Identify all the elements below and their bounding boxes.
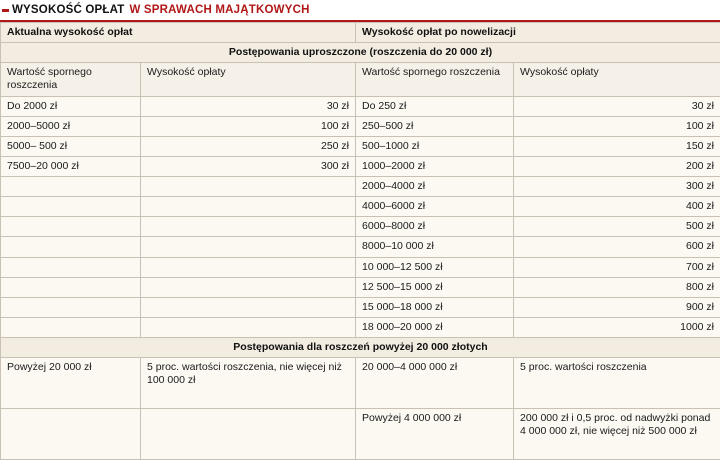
- cell-left-value: [1, 297, 141, 317]
- cell-right-value: 2000–4000 zł: [356, 177, 514, 197]
- cell-left-fee: [141, 257, 356, 277]
- cell-left-fee: [141, 217, 356, 237]
- colhdr-right-fee: Wysokość opłaty: [514, 63, 720, 96]
- cell-left-value: Do 2000 zł: [1, 96, 141, 116]
- table-row: [1, 96, 720, 116]
- cell-left-value: [1, 409, 141, 460]
- table-row: [1, 297, 720, 317]
- fees-table: [0, 22, 720, 460]
- table-row-top-headers: [1, 23, 720, 43]
- cell-left-value: [1, 257, 141, 277]
- cell-left-value: 7500–20 000 zł: [1, 156, 141, 176]
- cell-left-value: 2000–5000 zł: [1, 116, 141, 136]
- colhdr-right-value: Wartość spornego roszczenia: [356, 63, 514, 96]
- title-main-text: WYSOKOŚĆ OPŁAT: [12, 4, 124, 16]
- table-row-section-simplified: [1, 43, 720, 63]
- cell-right-fee: 150 zł: [514, 136, 720, 156]
- cell-left-fee: 250 zł: [141, 136, 356, 156]
- cell-right-value: 20 000–4 000 000 zł: [356, 358, 514, 409]
- cell-left-fee: [141, 409, 356, 460]
- table-row: [1, 358, 720, 409]
- table-row-section-large: [1, 338, 720, 358]
- table-row: [1, 197, 720, 217]
- cell-left-fee: 30 zł: [141, 96, 356, 116]
- cell-right-fee: 1000 zł: [514, 317, 720, 337]
- cell-left-value: [1, 217, 141, 237]
- cell-right-fee: 200 zł: [514, 156, 720, 176]
- cell-right-fee: 700 zł: [514, 257, 720, 277]
- cell-left-value: [1, 237, 141, 257]
- cell-right-value: 500–1000 zł: [356, 136, 514, 156]
- cell-right-value: 250–500 zł: [356, 116, 514, 136]
- cell-right-fee: 30 zł: [514, 96, 720, 116]
- cell-right-fee: 5 proc. wartości roszczenia: [514, 358, 720, 409]
- cell-left-fee: [141, 317, 356, 337]
- cell-right-value: 12 500–15 000 zł: [356, 277, 514, 297]
- cell-right-fee: 600 zł: [514, 237, 720, 257]
- cell-left-value: [1, 177, 141, 197]
- cell-right-fee: 900 zł: [514, 297, 720, 317]
- cell-left-fee: [141, 297, 356, 317]
- cell-right-fee: 400 zł: [514, 197, 720, 217]
- table-row: [1, 409, 720, 460]
- cell-left-fee: [141, 277, 356, 297]
- title-accent-text: W SPRAWACH MAJĄTKOWYCH: [129, 4, 309, 16]
- cell-left-value: [1, 197, 141, 217]
- cell-left-fee: 5 proc. wartości roszczenia, nie więcej niż 100 000 zł: [141, 358, 356, 409]
- cell-left-fee: [141, 197, 356, 217]
- cell-right-fee: 800 zł: [514, 277, 720, 297]
- table-row: [1, 257, 720, 277]
- bullet-icon: [2, 9, 9, 12]
- cell-right-fee: 300 zł: [514, 177, 720, 197]
- cell-right-value: 4000–6000 zł: [356, 197, 514, 217]
- cell-left-fee: 100 zł: [141, 116, 356, 136]
- cell-right-value: Powyżej 4 000 000 zł: [356, 409, 514, 460]
- cell-right-value: 1000–2000 zł: [356, 156, 514, 176]
- table-row: [1, 237, 720, 257]
- cell-left-value: 5000– 500 zł: [1, 136, 141, 156]
- cell-left-value: [1, 317, 141, 337]
- cell-left-fee: [141, 237, 356, 257]
- cell-right-value: 18 000–20 000 zł: [356, 317, 514, 337]
- table-row: [1, 136, 720, 156]
- cell-left-fee: 300 zł: [141, 156, 356, 176]
- colhdr-left-fee: Wysokość opłaty: [141, 63, 356, 96]
- section-title-simplified: Postępowania uproszczone (roszczenia do 20 000 zł): [1, 43, 720, 63]
- table-row: [1, 217, 720, 237]
- table-row: [1, 317, 720, 337]
- page-title: [0, 0, 720, 20]
- table-row: [1, 277, 720, 297]
- cell-left-value: Powyżej 20 000 zł: [1, 358, 141, 409]
- cell-right-fee: 500 zł: [514, 217, 720, 237]
- cell-right-value: 6000–8000 zł: [356, 217, 514, 237]
- cell-right-value: 15 000–18 000 zł: [356, 297, 514, 317]
- section-title-large: Postępowania dla roszczeń powyżej 20 000 złotych: [1, 338, 720, 358]
- table-row-column-headers: [1, 63, 720, 96]
- cell-right-value: 10 000–12 500 zł: [356, 257, 514, 277]
- colhdr-left-value: Wartość spornego roszczenia: [1, 63, 141, 96]
- cell-right-value: 8000–10 000 zł: [356, 237, 514, 257]
- header-after-amendment: Wysokość opłat po nowelizacji: [356, 23, 720, 43]
- header-current-fees: Aktualna wysokość opłat: [1, 23, 356, 43]
- cell-left-value: [1, 277, 141, 297]
- cell-left-fee: [141, 177, 356, 197]
- cell-right-value: Do 250 zł: [356, 96, 514, 116]
- table-row: [1, 116, 720, 136]
- table-row: [1, 156, 720, 176]
- cell-right-fee: 200 000 zł i 0,5 proc. od nadwyżki ponad 4 000 000 zł, nie więcej niż 500 000 zł: [514, 409, 720, 460]
- table-row: [1, 177, 720, 197]
- cell-right-fee: 100 zł: [514, 116, 720, 136]
